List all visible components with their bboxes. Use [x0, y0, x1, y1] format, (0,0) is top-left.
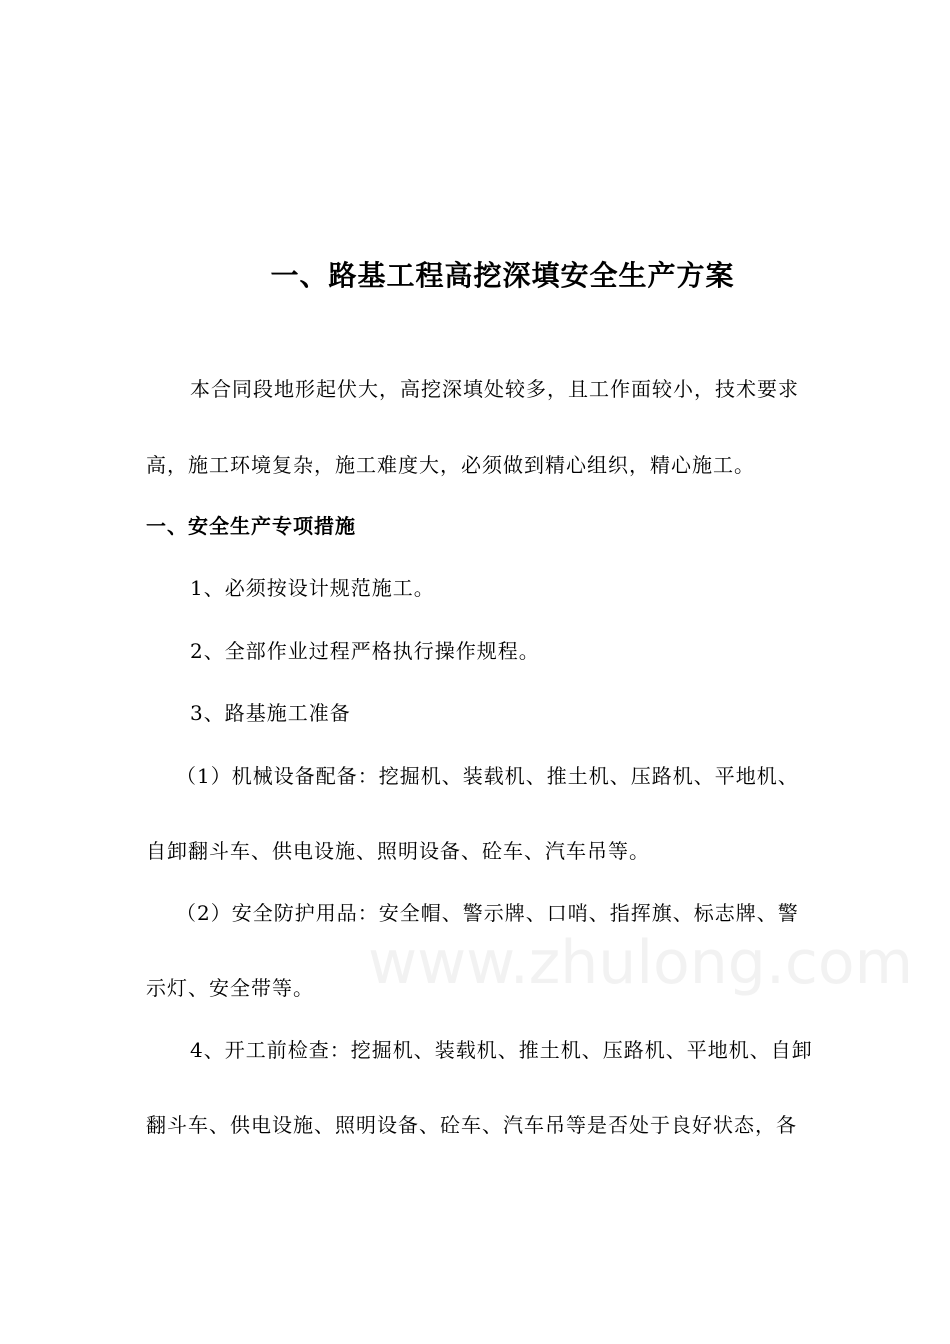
list-item: 3、路基施工准备 [190, 701, 351, 725]
list-item: 4、开工前检查：挖掘机、装载机、推土机、压路机、平地机、自卸 [190, 1038, 813, 1062]
paragraph-line: 本合同段地形起伏大，高挖深填处较多，且工作面较小，技术要求 [190, 377, 799, 401]
section-heading: 一、安全生产专项措施 [146, 514, 356, 538]
document-title: 一、路基工程高挖深填安全生产方案 [270, 259, 735, 292]
list-item: （1）机械设备配备：挖掘机、装载机、推土机、压路机、平地机、 [176, 764, 799, 788]
list-item: 2、全部作业过程严格执行操作规程。 [190, 639, 540, 663]
paragraph-line: 高，施工环境复杂，施工难度大，必须做到精心组织，精心施工。 [146, 453, 755, 477]
watermark: www.zhulong.com [368, 928, 914, 998]
list-item: 1、必须按设计规范施工。 [190, 576, 435, 600]
list-item: （2）安全防护用品：安全帽、警示牌、口哨、指挥旗、标志牌、警 [176, 901, 799, 925]
list-item: 翻斗车、供电设施、照明设备、砼车、汽车吊等是否处于良好状态，各 [146, 1113, 797, 1137]
list-item: 示灯、安全带等。 [146, 976, 314, 1000]
list-item: 自卸翻斗车、供电设施、照明设备、砼车、汽车吊等。 [146, 839, 650, 863]
